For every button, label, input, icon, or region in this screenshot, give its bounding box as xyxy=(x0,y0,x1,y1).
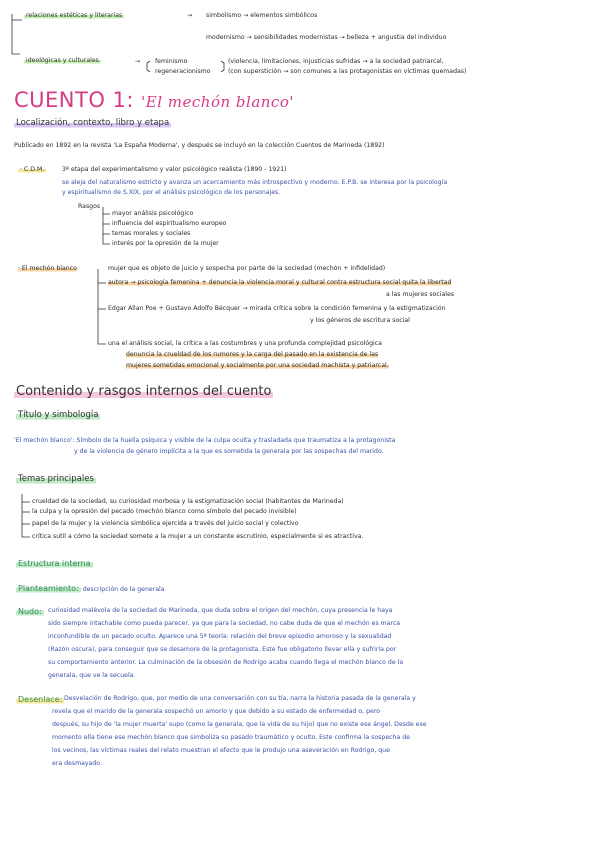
tema-3: papel de la mujer y la violencia simbólica ejercida a través del juicio social y colectivo xyxy=(32,520,299,527)
nudo-line-3: inconfundible de un pecado oculto. Aparece una 5ª teoría: relación del breve episodio amoroso y la sexualidad xyxy=(48,633,392,640)
rasgo-3: temas morales y sociales xyxy=(112,230,191,237)
planteamiento-text: descripción de la generala xyxy=(82,586,165,593)
mechon-m6: mujeres sometidas emocional y socialmente por una sociedad machista y patriarcal. xyxy=(126,362,389,369)
desenlace-line-2: revela que el marido de la generala sospechó un amorío y que debido a su estado de enfermedad o, pero xyxy=(52,708,381,715)
desenlace-line-4: momento ella tiene ese mechón blanco que simboliza su pasado traumático y oculto. Este confirma la sospecha de xyxy=(52,734,410,741)
tema-4: crítica sutil a cómo la sociedad somete a la mujer a un constante escrutinio, especialmente si es atractiva. xyxy=(32,533,364,540)
nudo-line-1: curiosidad malévola de la sociedad de Marineda, que duda sobre el origen del mechón, cuya presencia le haya xyxy=(48,607,393,614)
ideo-b: (con superstición → son comunes a las protagonistas en víctimas quemadas) xyxy=(228,68,467,75)
mechon-m3b: y los géneros de escritura social xyxy=(310,317,410,324)
titulo-line-1: 'El mechón blanco': Símbolo de la huella psíquica y visible de la culpa oculta y trasladada que traumatiza a la protagonista xyxy=(14,437,396,444)
mechon-m2b: a las mujeres sociales xyxy=(386,291,455,298)
mechon-label: · El mechón blanco xyxy=(18,265,77,272)
contenido-heading: Contenido y rasgos internos del cuento xyxy=(16,384,272,399)
mechon-m2: autora → psicología femenina + denuncia la violencia moral y cultural contra estructura social quita la libertad xyxy=(108,279,452,286)
rasgos-label: Rasgos xyxy=(78,203,101,210)
desenlace-line-5: los vecinos, las víctimas reales del relato muestran el efecto que le produjo una aseveración en Rodrigo, que xyxy=(52,747,390,754)
mechon-m4: una el análisis social, la crítica a las costumbres y una profunda complejidad psicológica xyxy=(108,340,382,347)
desenlace-line-1: Desvelación de Rodrigo, que, por medio de una conversación con su tía, narra la historia pasada de la generala y xyxy=(64,695,416,702)
cdm-l3: y espiritualismo de S.XIX, por el análisis psicológico de los personajes. xyxy=(62,189,281,196)
tema-2: la culpa y la opresión del pecado (mechón blanco como símbolo del pecado invisible) xyxy=(32,508,297,515)
nudo-line-5: su comportamiento anterior. La culminación de la obsesión de Rodrigo acaba cuando llega el mechón blanco de la xyxy=(48,659,404,666)
page-subtitle: 'El mechón blanco' xyxy=(141,93,294,111)
ideo-arrow: → xyxy=(135,58,141,65)
titulo-heading: Título y simbología xyxy=(18,410,99,420)
desenlace-label: Desenlace: xyxy=(18,695,63,704)
estructura-heading: Estructura interna xyxy=(18,559,91,568)
reg-label: regeneracionismo xyxy=(155,68,211,75)
loc-heading: Localización, contexto, libro y etapa xyxy=(16,118,170,128)
page-title: CUENTO 1: 'El mechón blanco' xyxy=(14,88,294,112)
nudo-line-2: sido siempre intachable como pueda parecer, ya que para la sociedad, no cabe duda de que el mechón es marca xyxy=(48,620,401,627)
rel-a: simbolismo → elementos simbólicos xyxy=(206,12,318,19)
rasgo-4: interés por la opresión de la mujer xyxy=(112,240,219,247)
nudo-label: Nudo: xyxy=(18,607,42,616)
mechon-m1: mujer que es objeto de juicio y sospecha por parte de la sociedad (mechón + infidelidad) xyxy=(108,265,386,272)
desenlace-line-6: era desmayado. xyxy=(52,760,102,767)
cdm-l2: se aleja del naturalismo estricto y avanza un acercamiento más introspectivo y moderno. E.P.B. se interesa por la psicología xyxy=(62,179,448,186)
rel-label: relaciones estéticas y literarias xyxy=(26,12,123,19)
rel-b: modernismo → sensibilidades modernistas → belleza + angustia del individuo xyxy=(206,34,447,41)
planteamiento xyxy=(16,583,165,595)
ideo-a: (violencia, limitaciones, injusticias sufridas → a la sociedad patriarcal, xyxy=(228,58,444,65)
temas-heading: Temas principales xyxy=(18,474,94,484)
fem-label: feminismo xyxy=(155,58,188,65)
loc-line: Publicado en 1892 en la revista 'La España Moderna', y después se incluyó en la colección Cuentos de Marineda (1892) xyxy=(14,142,385,149)
ideo-label: ideológicas y culturales xyxy=(26,57,99,64)
nudo-line-6: generala, que ve la secuela. xyxy=(48,672,136,679)
planteamiento-label: Planteamiento: xyxy=(18,584,79,593)
tema-1: crueldad de la sociedad, su curiosidad morbosa y la estigmatización social (habitantes de Marineda) xyxy=(32,498,344,505)
cdm-label: · C.D.M. xyxy=(20,166,45,173)
nudo-line-4: (Razón oscura), para conseguir que se desamore de la protagonista. Este fue obligatorio llevar ella y sufriría por xyxy=(48,646,397,653)
rel-arrow: → xyxy=(187,12,193,19)
desenlace-line-3: después, su hijo de 'la mujer muerta' supo (como la generala, que la vida de su hijo) que no existe ese ángel. Desde ese xyxy=(52,721,427,728)
rasgo-1: mayor análisis psicológico xyxy=(112,210,194,217)
titulo-line-2: y de la violencia de género implícita a la que es sometida la generala por las sospechas del marido. xyxy=(74,448,384,455)
mechon-m3: Edgar Allan Poe + Gustavo Adolfo Bécquer → mirada crítica sobre la condición femenina y la estigmatización xyxy=(108,305,446,312)
cdm-l1: 3ª etapa del experimentalismo y valor psicológico realista (1890 - 1921) xyxy=(62,166,287,173)
mechon-m5: denuncia la crueldad de los rumores y la carga del pasado en la existencia de las xyxy=(126,351,379,358)
rasgo-2: influencia del espiritualismo europeo xyxy=(112,220,227,227)
